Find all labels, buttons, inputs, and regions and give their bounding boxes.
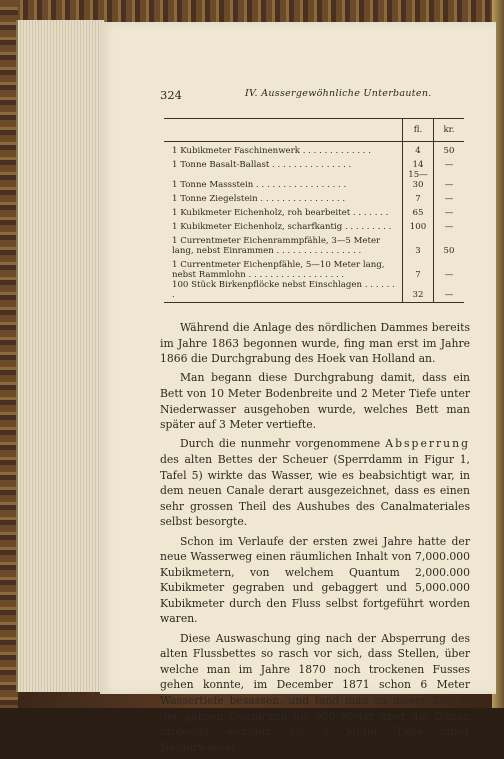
table-row [164, 204, 464, 218]
table-cell-fl: 15—30 [403, 170, 434, 190]
table-cell-fl: 7 [403, 190, 434, 204]
table-cell-fl: 14 [403, 156, 434, 170]
cost-table [164, 118, 464, 303]
table-cell-fl: 3 [403, 232, 434, 256]
table-cell-kr: — [434, 190, 465, 204]
paragraph: Diese Auswaschung ging nach der Absperrung des alten Flussbettes so rasch vor sich, dass Stellen, über welche man im Jahre 1870 noch trockenen Fusses gehen konnte, im December 1871 schon 6 Meter Wassertiefe besassen, und fand man zu dieser Zeit in der ganzen Coupirung bis 900 Meter über die Dünen nirgends weniger, als 3 Meter Tiefe unter Niederwasser. [160, 631, 470, 754]
page-number: 324 [160, 88, 182, 102]
table-cell-kr: — [434, 156, 465, 170]
page-stack [16, 20, 104, 692]
table-cell-fl: 100 [403, 218, 434, 232]
table-cell-item: 1 Tonne Basalt-Ballast . . . . . . . . . . . . . . . [172, 160, 352, 170]
table-cell-fl: 65 [403, 204, 434, 218]
table-cell-fl: 7 [403, 256, 434, 280]
paragraph [160, 436, 470, 530]
table-cell-item: 1 Tonne Ziegelstein . . . . . . . . . . . . . . . . [172, 194, 346, 204]
table-header-kr: kr. [434, 119, 465, 142]
spaced-emphasis: Absperrung [385, 437, 470, 451]
table-cell-item: 1 Currentmeter Eichenrammpfähle, 3—5 Meter lang, nebst Einrammen . . . . . . . . . . . . . . . . [172, 236, 381, 256]
table-row [164, 218, 464, 232]
table-cell-item: 100 Stück Birkenpflöcke nebst Einschlagen . . . . . . . [164, 280, 403, 303]
table-cell-item: 1 Kubikmeter Eichenholz, roh bearbeitet . . . . . . . [172, 208, 389, 218]
page-header [160, 88, 460, 102]
body-text [160, 320, 470, 759]
paragraph: Schon im Verlaufe der ersten zwei Jahre hatte der neue Wasserweg einen räumlichen Inhalt von 7,000.000 Kubikmetern, von welchem Quantum 2,000.000 Kubikmeter gegraben und gebaggert und 5,000.000 Kubikmeter durch den Fluss selbst fortgeführt worden waren. [160, 534, 470, 626]
book-page [100, 22, 496, 754]
paragraph: Während die Anlage des nördlichen Dammes bereits im Jahre 1863 begonnen wurde, fing man erst im Jahre 1866 die Durchgrabung des Hoek van Holland an. [160, 321, 470, 366]
table-header-fl: fl. [403, 119, 434, 142]
table-row [164, 232, 464, 256]
table-cell-kr: — [434, 204, 465, 218]
table-cell-kr: — [434, 218, 465, 232]
table-cell-item: 1 Kubikmeter Eichenholz, scharfkantig . . . . . . . . . [172, 222, 392, 232]
cover-edge-top [0, 0, 504, 22]
paragraph-text: Durch die nunmehr vorgenommene [180, 437, 381, 451]
table-cell-fl: 32 [403, 280, 434, 303]
table-row [164, 190, 464, 204]
table-row [164, 170, 464, 190]
table-cell-kr: 50 [434, 232, 465, 256]
table-row [164, 256, 464, 280]
paragraph: Man begann diese Durchgrabung damit, dass ein Bett von 10 Meter Bodenbreite und 2 Meter Tiefe unter Niederwasser ausgehoben wurde, welches Bett man später auf 3 Meter vertiefte. [160, 371, 470, 432]
paragraph-text: des alten Bettes der Scheuer (Sperrdamm in Figur 1, Tafel 5) wirkte das Wasser, wie es beabsichtigt war, in dem neuen Canale derart ausgezeichnet, dass es einen sehr grossen Theil des Aushubes des Canalmateriales selbst besorgte. [160, 452, 470, 529]
table-cell-kr: 50 [434, 142, 465, 157]
table-cell-item: 1 Tonne Massstein . . . . . . . . . . . . . . . . . [172, 180, 347, 190]
table-cell-fl: 4 [403, 142, 434, 157]
table-cell-kr: — [434, 256, 465, 280]
table-row [164, 280, 464, 303]
table-cell-kr: — [434, 170, 465, 190]
table-cell-kr: — [434, 280, 465, 303]
table-cell-item: 1 Currentmeter Eichenpfähle, 5—10 Meter lang, nebst Rammlohn . . . . . . . . . . . . . . . . . . [172, 260, 385, 280]
table-header-row [164, 119, 464, 142]
table-row [164, 156, 464, 170]
table-header-item [164, 119, 403, 142]
running-title: IV. Aussergewöhnliche Unterbauten. [245, 88, 432, 99]
table-cell-item: 1 Kubikmeter Faschinenwerk . . . . . . . . . . . . . [172, 146, 371, 156]
table-row [164, 142, 464, 157]
